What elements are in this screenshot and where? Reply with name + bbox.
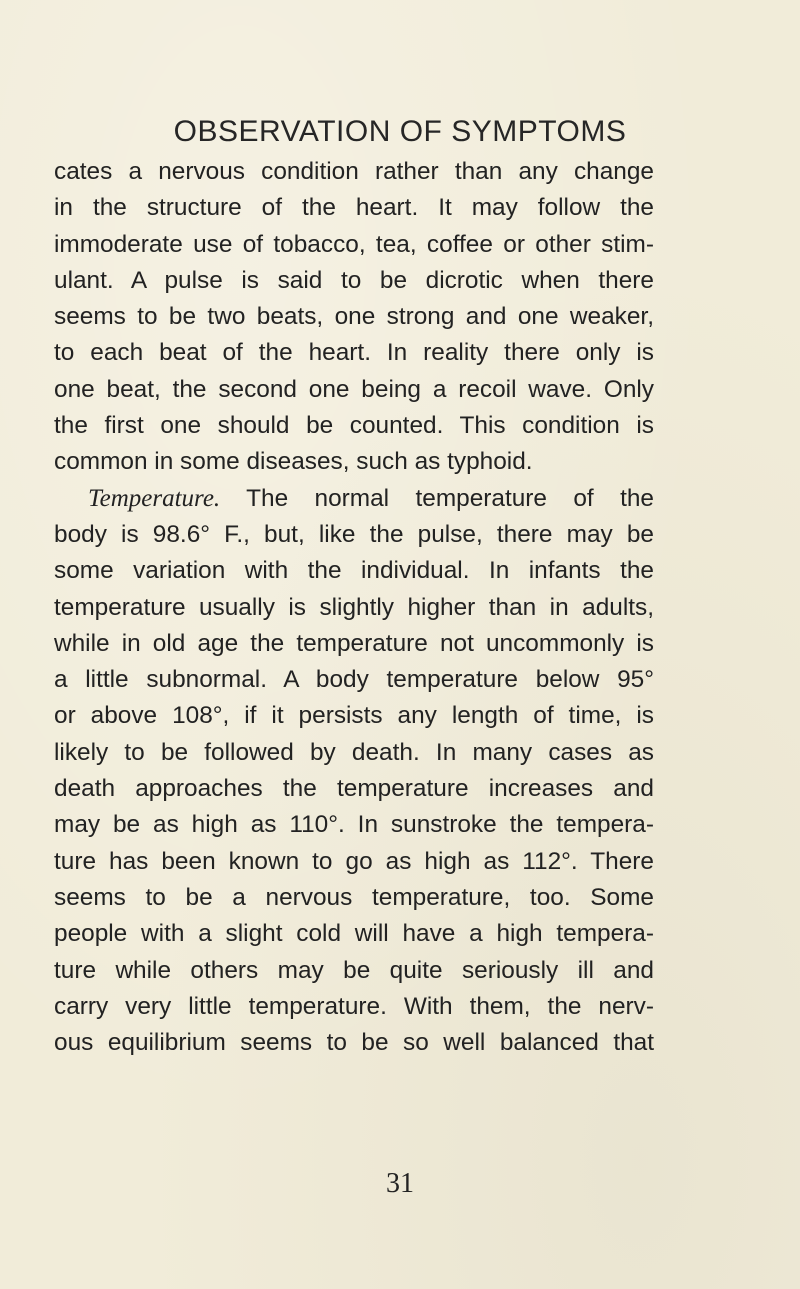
text-line: may be as high as 110°. In sunstroke the tempera-	[54, 811, 654, 839]
text-line: one beat, the second one being a recoil wave. Only	[54, 375, 654, 403]
text-line: the first one should be counted. This condition is	[54, 412, 654, 440]
text-line: immoderate use of tobacco, tea, coffee or other stim-	[54, 230, 654, 258]
text-line: seems to be two beats, one strong and one weaker,	[54, 303, 654, 331]
text-line: people with a slight cold will have a high tempera-	[54, 920, 654, 948]
text-line: ous equilibrium seems to be so well balanced that	[54, 1029, 654, 1057]
section-first-line-text: The normal temperature of the	[246, 484, 654, 512]
text-line: death approaches the temperature increases and	[54, 775, 654, 803]
text-line: seems to be a nervous temperature, too. Some	[54, 883, 654, 911]
text-line: common in some diseases, such as typhoid.	[54, 448, 533, 476]
text-line: in the structure of the heart. It may follow the	[54, 194, 654, 222]
text-line: ulant. A pulse is said to be dicrotic when there	[54, 266, 654, 294]
text-line: likely to be followed by death. In many cases as	[54, 738, 654, 766]
text-line: while in old age the temperature not uncommonly is	[54, 629, 654, 657]
text-line: ture while others may be quite seriously ill and	[54, 956, 654, 984]
text-line: ture has been known to go as high as 112°. There	[54, 847, 654, 875]
text-line: to each beat of the heart. In reality there only is	[54, 339, 654, 367]
text-line: carry very little temperature. With them, the nerv-	[54, 992, 654, 1020]
text-line: or above 108°, if it persists any length of time, is	[54, 702, 654, 730]
text-line: cates a nervous condition rather than any change	[54, 158, 654, 185]
text-line: some variation with the individual. In infants the	[54, 557, 654, 585]
body-text	[54, 154, 654, 1061]
section-heading: Temperature.	[88, 484, 221, 512]
text-line: temperature usually is slightly higher than in adults,	[54, 593, 654, 621]
section-first-line	[54, 481, 654, 517]
text-line: a little subnormal. A body temperature below 95°	[54, 666, 654, 694]
page-number: 31	[386, 1168, 414, 1199]
text-line: body is 98.6° F., but, like the pulse, there may be	[54, 520, 654, 548]
running-head: OBSERVATION OF SYMPTOMS	[173, 115, 627, 148]
